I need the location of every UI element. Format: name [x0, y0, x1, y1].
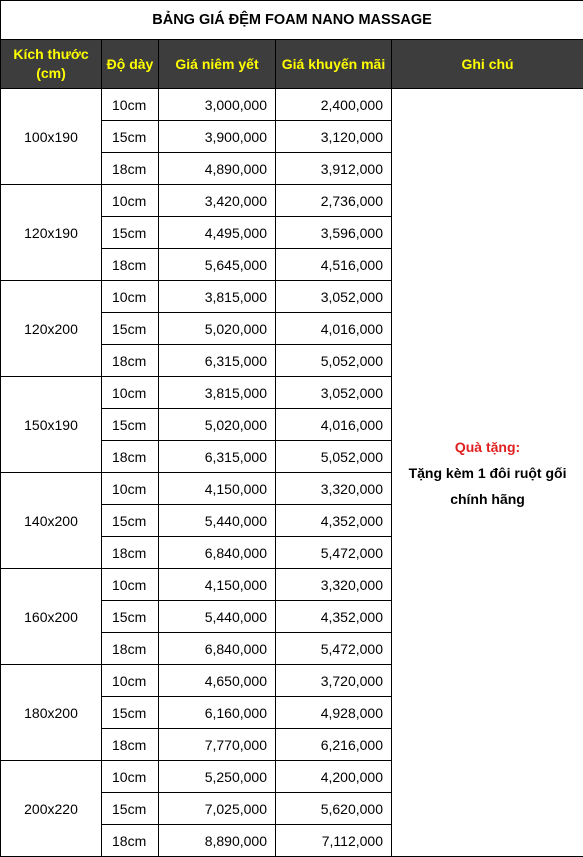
thickness-cell: 15cm — [102, 121, 159, 153]
thickness-cell: 10cm — [102, 89, 159, 121]
promo-price-cell: 4,016,000 — [276, 313, 392, 345]
thickness-cell: 18cm — [102, 153, 159, 185]
promo-price-cell: 4,352,000 — [276, 505, 392, 537]
list-price-cell: 5,440,000 — [159, 505, 276, 537]
list-price-cell: 3,815,000 — [159, 281, 276, 313]
header-list-price: Giá niêm yết — [159, 40, 276, 89]
list-price-cell: 3,000,000 — [159, 89, 276, 121]
header-row — [1, 40, 583, 89]
list-price-cell: 4,650,000 — [159, 665, 276, 697]
header-note: Ghi chú — [392, 40, 583, 89]
list-price-cell: 3,900,000 — [159, 121, 276, 153]
thickness-cell: 10cm — [102, 665, 159, 697]
promo-price-cell: 3,052,000 — [276, 281, 392, 313]
header-promo-price: Giá khuyến mãi — [276, 40, 392, 89]
thickness-cell: 10cm — [102, 281, 159, 313]
note-cell — [392, 89, 583, 857]
size-cell: 120x200 — [1, 281, 102, 377]
list-price-cell: 5,440,000 — [159, 601, 276, 633]
list-price-cell: 4,150,000 — [159, 473, 276, 505]
promo-price-cell: 5,472,000 — [276, 537, 392, 569]
list-price-cell: 6,315,000 — [159, 441, 276, 473]
promo-price-cell: 3,912,000 — [276, 153, 392, 185]
table-title: BẢNG GIÁ ĐỆM FOAM NANO MASSAGE — [1, 1, 583, 40]
promo-price-cell: 3,320,000 — [276, 569, 392, 601]
promo-price-cell: 5,052,000 — [276, 441, 392, 473]
promo-price-cell: 3,052,000 — [276, 377, 392, 409]
promo-price-cell: 3,596,000 — [276, 217, 392, 249]
size-cell: 120x190 — [1, 185, 102, 281]
list-price-cell: 5,020,000 — [159, 409, 276, 441]
thickness-cell: 15cm — [102, 217, 159, 249]
list-price-cell: 7,770,000 — [159, 729, 276, 761]
list-price-cell: 4,150,000 — [159, 569, 276, 601]
promo-price-cell: 3,320,000 — [276, 473, 392, 505]
header-size: Kích thước (cm) — [1, 40, 102, 89]
thickness-cell: 15cm — [102, 793, 159, 825]
promo-price-cell: 4,200,000 — [276, 761, 392, 793]
list-price-cell: 8,890,000 — [159, 825, 276, 857]
thickness-cell: 15cm — [102, 313, 159, 345]
list-price-cell: 7,025,000 — [159, 793, 276, 825]
thickness-cell: 18cm — [102, 249, 159, 281]
size-cell: 200x220 — [1, 761, 102, 857]
thickness-cell: 18cm — [102, 825, 159, 857]
promo-price-cell: 5,620,000 — [276, 793, 392, 825]
promo-price-cell: 2,400,000 — [276, 89, 392, 121]
promo-price-cell: 4,928,000 — [276, 697, 392, 729]
promo-price-cell: 3,120,000 — [276, 121, 392, 153]
list-price-cell: 5,645,000 — [159, 249, 276, 281]
size-cell: 180x200 — [1, 665, 102, 761]
promo-price-cell: 3,720,000 — [276, 665, 392, 697]
thickness-cell: 15cm — [102, 505, 159, 537]
promo-price-cell: 4,516,000 — [276, 249, 392, 281]
list-price-cell: 6,160,000 — [159, 697, 276, 729]
size-cell: 150x190 — [1, 377, 102, 473]
gift-text: Tặng kèm 1 đôi ruột gối chính hãng — [392, 460, 583, 512]
thickness-cell: 10cm — [102, 473, 159, 505]
thickness-cell: 15cm — [102, 697, 159, 729]
thickness-cell: 15cm — [102, 601, 159, 633]
thickness-cell: 18cm — [102, 537, 159, 569]
promo-price-cell: 4,352,000 — [276, 601, 392, 633]
size-cell: 160x200 — [1, 569, 102, 665]
thickness-cell: 10cm — [102, 377, 159, 409]
thickness-cell: 15cm — [102, 409, 159, 441]
size-cell: 140x200 — [1, 473, 102, 569]
list-price-cell: 3,815,000 — [159, 377, 276, 409]
gift-label: Quà tặng: — [392, 434, 583, 460]
thickness-cell: 10cm — [102, 761, 159, 793]
promo-price-cell: 5,472,000 — [276, 633, 392, 665]
thickness-cell: 18cm — [102, 441, 159, 473]
promo-price-cell: 7,112,000 — [276, 825, 392, 857]
thickness-cell: 10cm — [102, 569, 159, 601]
list-price-cell: 5,250,000 — [159, 761, 276, 793]
table-row — [1, 89, 583, 121]
list-price-cell: 4,890,000 — [159, 153, 276, 185]
list-price-cell: 3,420,000 — [159, 185, 276, 217]
thickness-cell: 18cm — [102, 345, 159, 377]
header-thickness: Độ dày — [102, 40, 159, 89]
list-price-cell: 6,840,000 — [159, 633, 276, 665]
thickness-cell: 18cm — [102, 633, 159, 665]
list-price-cell: 6,840,000 — [159, 537, 276, 569]
promo-price-cell: 6,216,000 — [276, 729, 392, 761]
list-price-cell: 4,495,000 — [159, 217, 276, 249]
promo-price-cell: 2,736,000 — [276, 185, 392, 217]
promo-price-cell: 5,052,000 — [276, 345, 392, 377]
price-table-body — [1, 89, 583, 857]
promo-price-cell: 4,016,000 — [276, 409, 392, 441]
thickness-cell: 10cm — [102, 185, 159, 217]
list-price-cell: 5,020,000 — [159, 313, 276, 345]
list-price-cell: 6,315,000 — [159, 345, 276, 377]
size-cell: 100x190 — [1, 89, 102, 185]
thickness-cell: 18cm — [102, 729, 159, 761]
